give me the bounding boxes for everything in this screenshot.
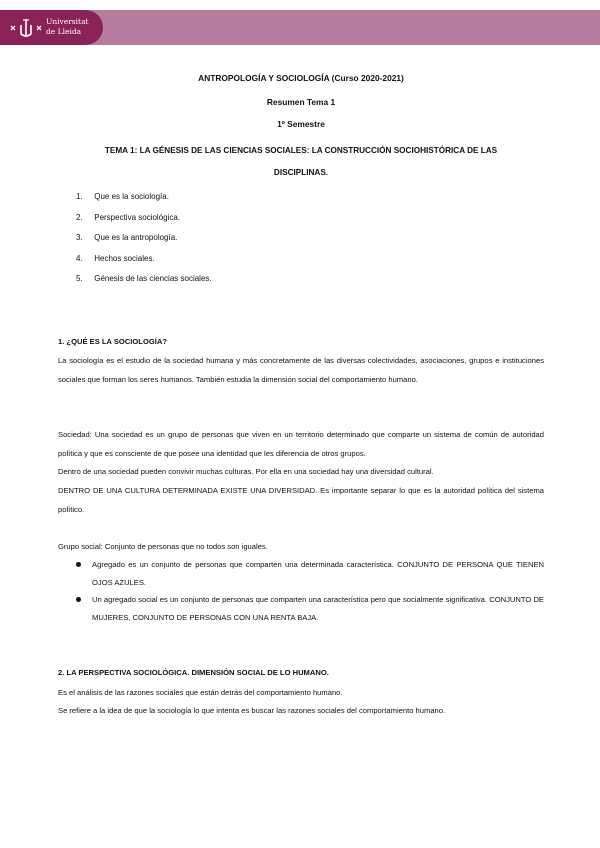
university-name-line2: de Lleida [46,27,82,36]
document-subtitle: Resumen Tema 1 [266,97,336,107]
university-crest-icon [9,17,43,39]
bullet-text: Agregado es un conjunto de personas que comparten una determinada característica. CONJUNTO DE PERSONA QUE TIENEN OJOS AZULES. [92,560,544,587]
diversidad-paragraph: DENTRO DE UNA CULTURA DETERMINADA EXISTE UNA DIVERSIDAD. Es importante separar lo que es la autoridad política del sistema político. [58,486,544,514]
sociedad-paragraph: Sociedad: Una sociedad es un grupo de personas que viven en un territorio determinado que comparte un sistema de común de autoridad política y que es consciente de que posee una identidad que les diferencia de otros grupos. [58,430,544,458]
bullet-text: Un agregado social es un conjunto de personas que comparten una característica pero que socialmente significativa. CONJUNTO DE MUJERES, CONJUNTO DE PERSONAS CON UNA RENTA BAJA. [92,595,544,622]
section2-line2: Se refiere a la idea de que la sociología lo que intenta es buscar las razones sociales del comportamiento humano. [58,706,446,715]
header-banner [0,10,600,45]
index-number: 1. [76,192,83,201]
university-name [46,17,89,37]
section1-heading: 1. ¿QUÉ ES LA SOCIOLOGÍA? [58,337,167,346]
university-logo[interactable] [0,10,103,45]
index-label: Hechos sociales. [94,253,155,263]
bullet-icon [76,597,81,602]
document-title: ANTROPOLOGÍA Y SOCIOLOGÍA (Curso 2020-2021) [198,73,404,83]
index-item [76,190,212,211]
index-number: 5. [76,274,83,283]
section1-intro: La sociología es el estudio de la sociedad humana y más concretamente de las diversas colectividades, asociaciones, grupos e instituciones sociales que forman los seres humanos. También estudia la dimensión social del comportamiento humano. [58,356,544,384]
index-label: Génesis de las ciencias sociales. [94,274,212,283]
index-number: 4. [76,253,83,263]
index-item [76,231,212,252]
section2-line1: Es el análisis de las razones sociales que están detrás del comportamiento humano. [58,688,343,697]
bullet-icon [76,562,81,567]
tema-heading-line1: TEMA 1: LA GÉNESIS DE LAS CIENCIAS SOCIALES: LA CONSTRUCCIÓN SOCIOHISTÓRICA DE LAS [104,146,498,155]
index-label: Perspectiva sociológica. [94,212,181,222]
grupo-social-paragraph: Grupo social: Conjunto de personas que no todos son iguales. [58,542,268,551]
index-item [76,211,212,232]
section2-heading: 2. LA PERSPECTIVA SOCIOLÓGICA. DIMENSIÓN SOCIAL DE LO HUMANO. [58,668,329,677]
culturas-paragraph: Dentro de una sociedad pueden convivir muchas culturas. Por ella en una sociedad hay una diversidad cultural. [58,467,434,476]
university-name-line1: Universitat [46,17,89,26]
tema-heading-line2: DISCIPLINAS. [273,168,329,177]
index-label: Que es la antropología. [94,233,178,242]
index-item [76,252,212,273]
index-item [76,272,212,293]
list-item [58,591,544,626]
list-item [58,556,544,591]
index-number: 3. [76,233,83,242]
index-label: Que es la sociología. [94,192,169,201]
document-semester: 1º Semestre [277,119,325,129]
topic-index [76,190,212,293]
index-number: 2. [76,212,83,222]
grupo-social-bullets [58,556,544,626]
